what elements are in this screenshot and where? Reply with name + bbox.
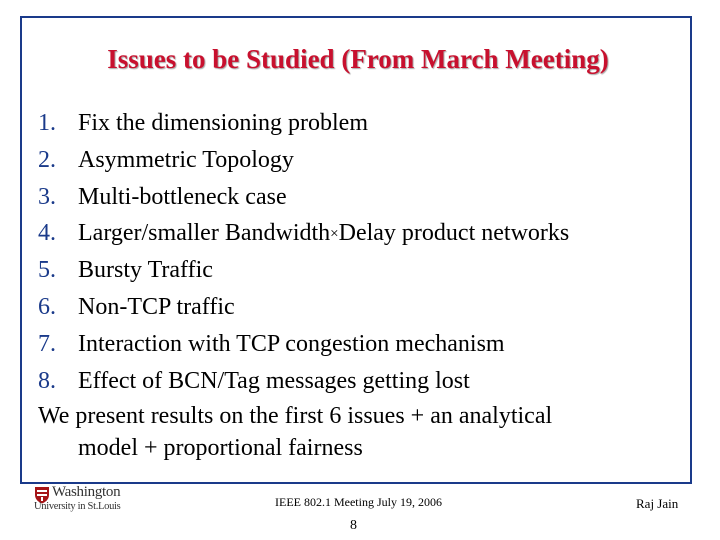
list-item	[38, 363, 569, 400]
logo-wordmark: Washington	[52, 484, 121, 500]
item-number: 8.	[38, 367, 56, 394]
item-text: Effect of BCN/Tag messages getting lost	[78, 367, 470, 394]
slide-title: Issues to be Studied (From March Meeting)	[107, 44, 609, 74]
item-text: Interaction with TCP congestion mechanism	[78, 330, 505, 357]
logo-subtitle: University in St.Louis	[34, 501, 121, 512]
item-number: 4.	[38, 220, 56, 247]
page-number: 8	[350, 518, 357, 533]
list-item	[38, 289, 569, 326]
item-number: 2.	[38, 146, 56, 173]
university-logo	[34, 485, 130, 513]
list-item	[38, 179, 569, 216]
item-number: 3.	[38, 183, 56, 210]
item-number: 7.	[38, 330, 56, 357]
list-item	[38, 142, 569, 179]
list-item	[38, 215, 569, 252]
summary-line-1: We present results on the first 6 issues + an analytical	[38, 403, 553, 429]
list-item	[38, 105, 569, 142]
item-text: Multi-bottleneck case	[78, 183, 287, 210]
item-number: 1.	[38, 110, 56, 136]
item-text: Fix the dimensioning problem	[78, 110, 368, 136]
times-symbol: ×	[330, 226, 339, 243]
item-text: Bursty Traffic	[78, 257, 213, 284]
item-text: Asymmetric Topology	[78, 146, 294, 173]
item-text-before: Larger/smaller Bandwidth	[78, 220, 331, 247]
list-item	[38, 326, 569, 363]
item-text: Non-TCP traffic	[78, 293, 235, 320]
footer-author: Raj Jain	[636, 496, 679, 511]
item-text-after: Delay product networks	[338, 220, 570, 247]
footer-meeting-info: IEEE 802.1 Meeting July 19, 2006	[275, 495, 442, 509]
item-number: 6.	[38, 293, 56, 320]
summary-line-2: model + proportional fairness	[78, 435, 363, 461]
list-item	[38, 252, 569, 289]
issue-list	[38, 105, 569, 399]
summary-paragraph	[38, 400, 678, 464]
item-number: 5.	[38, 257, 56, 284]
